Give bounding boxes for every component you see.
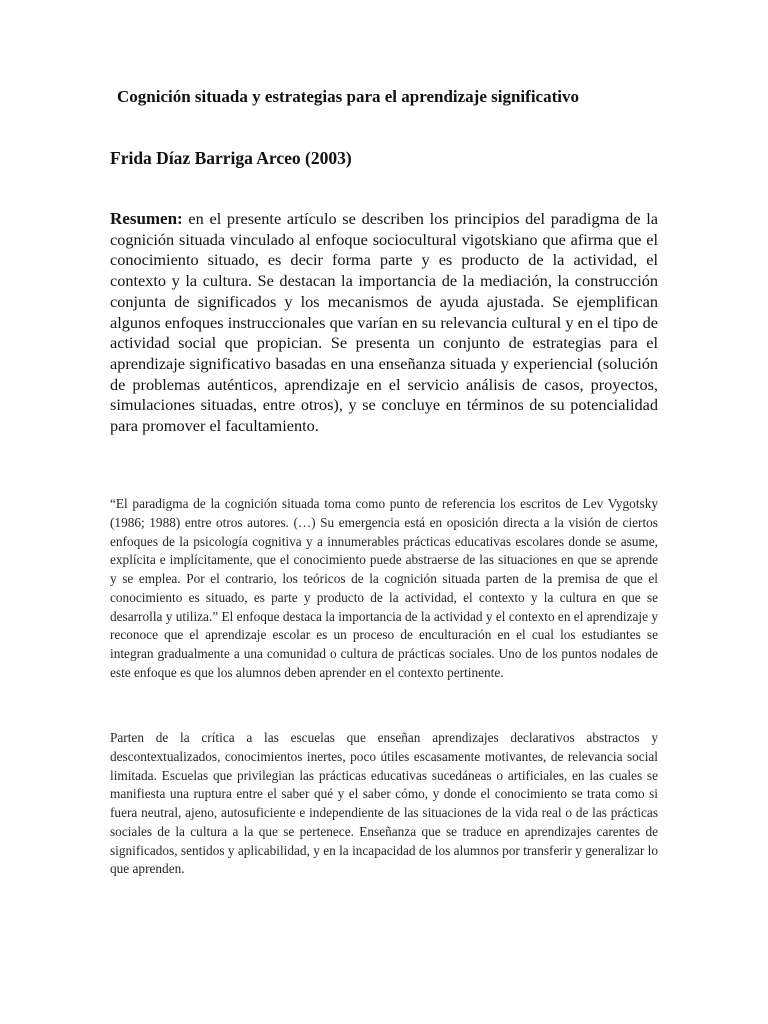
document-author: Frida Díaz Barriga Arceo (2003) bbox=[110, 148, 352, 168]
abstract-label: Resumen: bbox=[110, 209, 183, 228]
abstract-text: en el presente artículo se describen los principios del paradigma de la cognición situada vinculado al enfoque sociocultural vigotskiano que afirma que el conocimiento situado, es decir forma parte y es producto de la actividad, el contexto y la cultura. Se destacan la importancia de la mediación, la construcción conjunta de significados y los mecanismos de ayuda ajustada. Se ejemplifican algunos enfoques instruccionales que varían en su relevancia cultural y en el tipo de actividad social que propician. Se presenta un conjunto de estrategias para el aprendizaje significativo basadas en una enseñanza situada y experiencial (solución de problemas auténticos, aprendizaje en el servicio análisis de casos, proyectos, simulaciones situadas, entre otros), y se concluye en términos de su potencialidad para promover el facultamiento. bbox=[110, 209, 658, 436]
body-paragraph-1: “El paradigma de la cognición situada toma como punto de referencia los escritos de Lev Vygotsky (1986; 1988) entre otros autores. (…) Su emergencia está en oposición directa a la visión de ciertos enfoques de la psicología cognitiva y a innumerables prácticas educativas escolares donde se asume, explícita e implícitamente, que el conocimiento puede abstraerse de las situaciones en que se aprende y se emplea. Por el contrario, los teóricos de la cognición situada parten de la premisa de que el conocimiento es situado, es parte y producto de la actividad, el contexto y la cultura en que se desarrolla y utiliza.” El enfoque destaca la importancia de la actividad y el contexto en el aprendizaje y reconoce que el aprendizaje escolar es un proceso de enculturación en el cual los estudiantes se integran gradualmente a una comunidad o cultura de prácticas sociales. Uno de los puntos nodales de este enfoque es que los alumnos deben aprender en el contexto pertinente. bbox=[110, 496, 658, 680]
abstract-paragraph bbox=[110, 209, 658, 437]
body-paragraph-2: Parten de la crítica a las escuelas que enseñan aprendizajes declarativos abstractos y descontextualizados, conocimientos inertes, poco útiles escasamente motivantes, de relevancia social limitada. Escuelas que privilegian las prácticas educativas sucedáneas o artificiales, en las cuales se manifiesta una ruptura entre el saber qué y el saber cómo, y donde el conocimiento se trata como si fuera neutral, ajeno, autosuficiente e independiente de las situaciones de la vida real o de las prácticas sociales de la cultura a la que se pertenece. Enseñanza que se traduce en aprendizajes carentes de significados, sentidos y aplicabilidad, y en la incapacidad de los alumnos por transferir y generalizar lo que aprenden. bbox=[110, 730, 658, 877]
document-title: Cognición situada y estrategias para el aprendizaje significativo bbox=[117, 87, 579, 106]
